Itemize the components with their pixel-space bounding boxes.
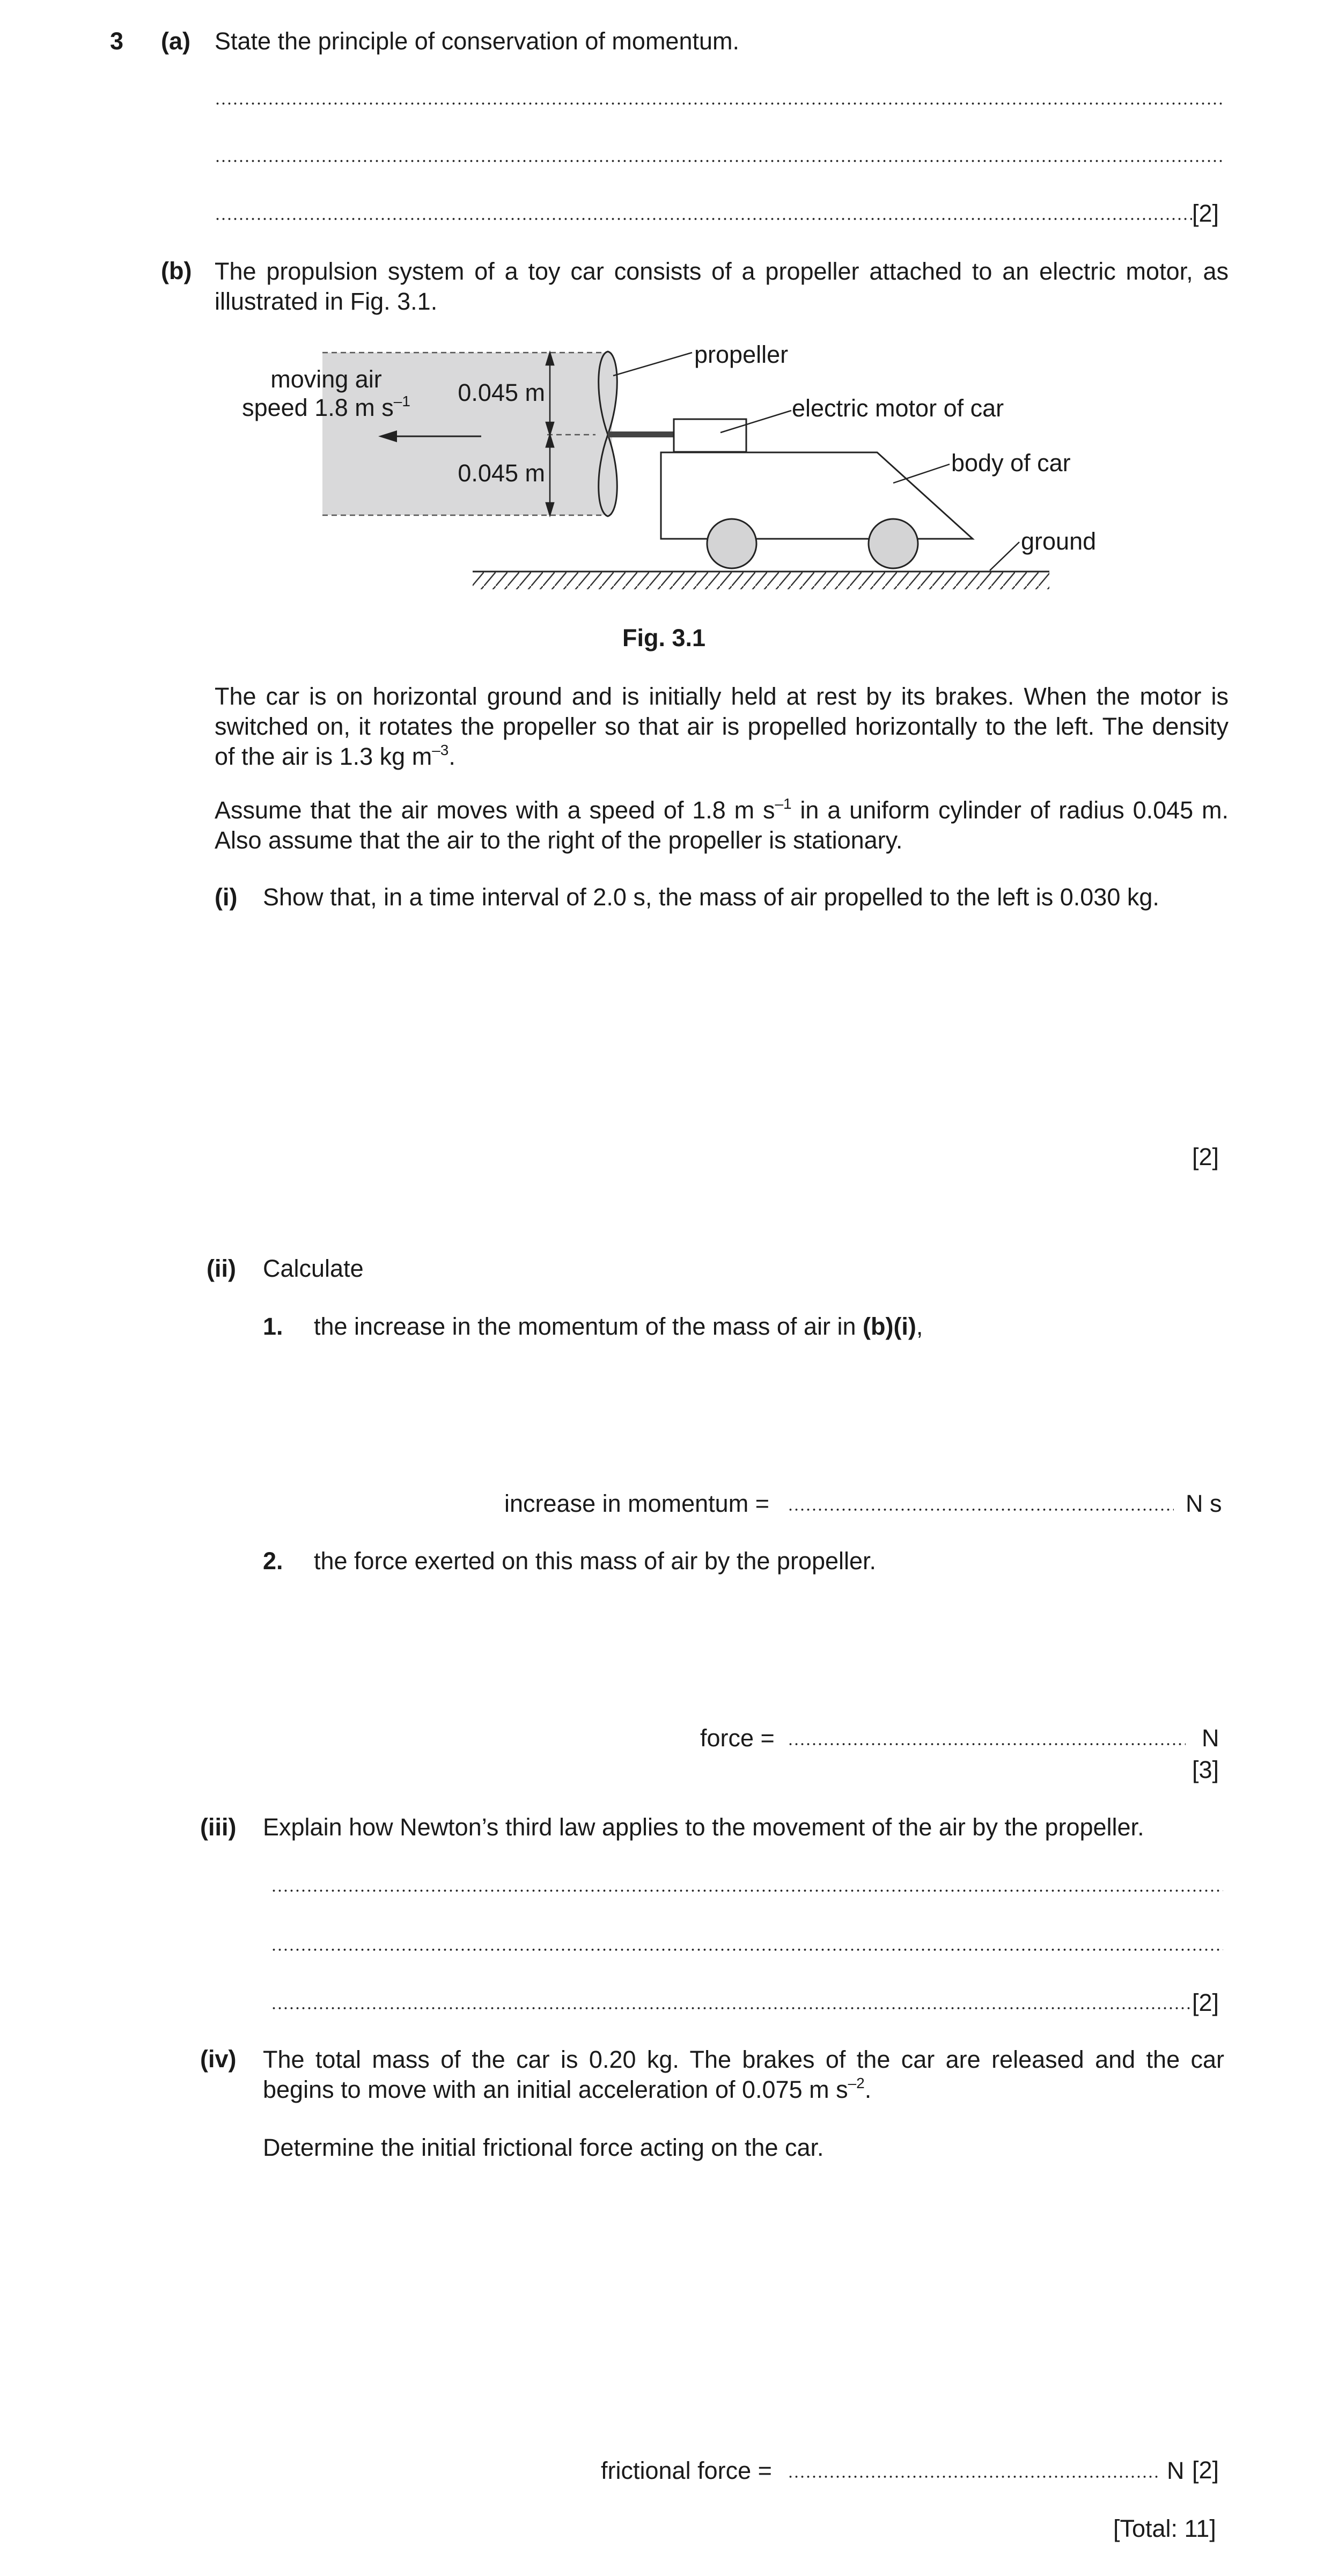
answer-line-iii-1[interactable] [271,1888,1223,1893]
figure-3-1 [0,0,1331,612]
context-paragraph-2: Assume that the air moves with a speed of 1.8 m $s^{-1}$ in a uniform cylinder of radius 0.045 m. Also assume that the air to the right of the propeller is stationary. [215,795,1229,854]
sub-ii-label: (ii) [207,1255,236,1282]
propeller-shaft [608,431,674,437]
car-body-icon [661,452,973,539]
answer-force-label: force = [700,1724,775,1752]
sub-ii-marks: [3] [1192,1756,1219,1783]
sub-i-text: Show that, in a time interval of 2.0 s, the mass of air propelled to the left is 0.030 kg. [263,883,1159,911]
label-ground: ground [1021,528,1097,555]
sub-iv-label: (iv) [200,2045,237,2073]
total-marks: [Total: 11] [1113,2515,1216,2542]
sub-i-working-space[interactable] [263,923,1223,1138]
answer-momentum-line[interactable] [788,1507,1174,1512]
sub-iii-label: (iii) [200,1813,237,1841]
motor-icon [674,419,746,452]
sub-ii-item1-text: the increase in the momentum of the mass of air in (b)(i), [314,1313,923,1340]
sub-ii-item2-number: 2. [263,1547,283,1575]
label-speed: speed 1.8 m $s^{-1}$ [242,393,410,421]
sub-iv-marks: [2] [1192,2456,1219,2484]
label-dim-top: 0.045 m [458,379,545,406]
sub-iii-text: Explain how Newton’s third law applies to the movement of the air by the propeller. [263,1813,1144,1841]
context-paragraph-1: The car is on horizontal ground and is initially held at rest by its brakes. When the motor is switched on, it rotates the propeller so that air is propelled horizontally to the left. The density of the air is 1.3 kg $m^{-3}$. [215,683,1229,770]
label-dim-bottom: 0.045 m [458,459,545,487]
answer-friction-unit: N [1167,2457,1185,2484]
answer-momentum-unit: N s [1186,1490,1222,1517]
sub-iii-marks: [2] [1192,1989,1219,2016]
part-a-text: State the principle of conservation of momentum. [215,27,740,55]
label-propeller: propeller [694,341,789,368]
part-a-label: (a) [161,27,190,55]
sub-ii-item2-text: the force exerted on this mass of air by the propeller. [314,1547,877,1575]
sub-iv-text: The total mass of the car is 0.20 kg. The brakes of the car are released and the car begins to move with an initial acceleration of 0.075 m $s^{-2}$. [263,2046,1224,2103]
sub-ii-item1-number: 1. [263,1313,283,1340]
label-moving-air: moving air [270,365,382,393]
ground-hatch [473,572,1049,589]
answer-line-iii-3[interactable] [271,2006,1192,2011]
sub-iv-instruction: Determine the initial frictional force acting on the car. [263,2134,824,2161]
sub-iv-working-space[interactable] [263,2174,1223,2453]
answer-friction-line[interactable] [788,2474,1158,2479]
label-body: body of car [951,449,1071,477]
question-number: 3 [110,27,124,55]
sub-ii-text: Calculate [263,1255,364,1282]
figure-caption: Fig. 3.1 [622,624,706,652]
sub-i-label: (i) [215,883,238,911]
label-motor: electric motor of car [792,394,1004,422]
sub-i-marks: [2] [1192,1143,1219,1170]
wheel-right-icon [869,519,918,568]
answer-force-unit: N [1202,1724,1219,1752]
answer-momentum-label: increase in momentum = [504,1490,769,1517]
part-a-marks: [2] [1192,200,1219,227]
part-b-intro: The propulsion system of a toy car consists of a propeller attached to an electric motor, as illustrated in Fig. 3.1. [215,258,1229,315]
answer-line-iii-2[interactable] [271,1947,1223,1952]
part-b-label: (b) [161,257,192,284]
answer-force-line[interactable] [788,1741,1186,1747]
wheel-left-icon [707,519,756,568]
answer-friction-label: frictional force = [601,2457,772,2484]
